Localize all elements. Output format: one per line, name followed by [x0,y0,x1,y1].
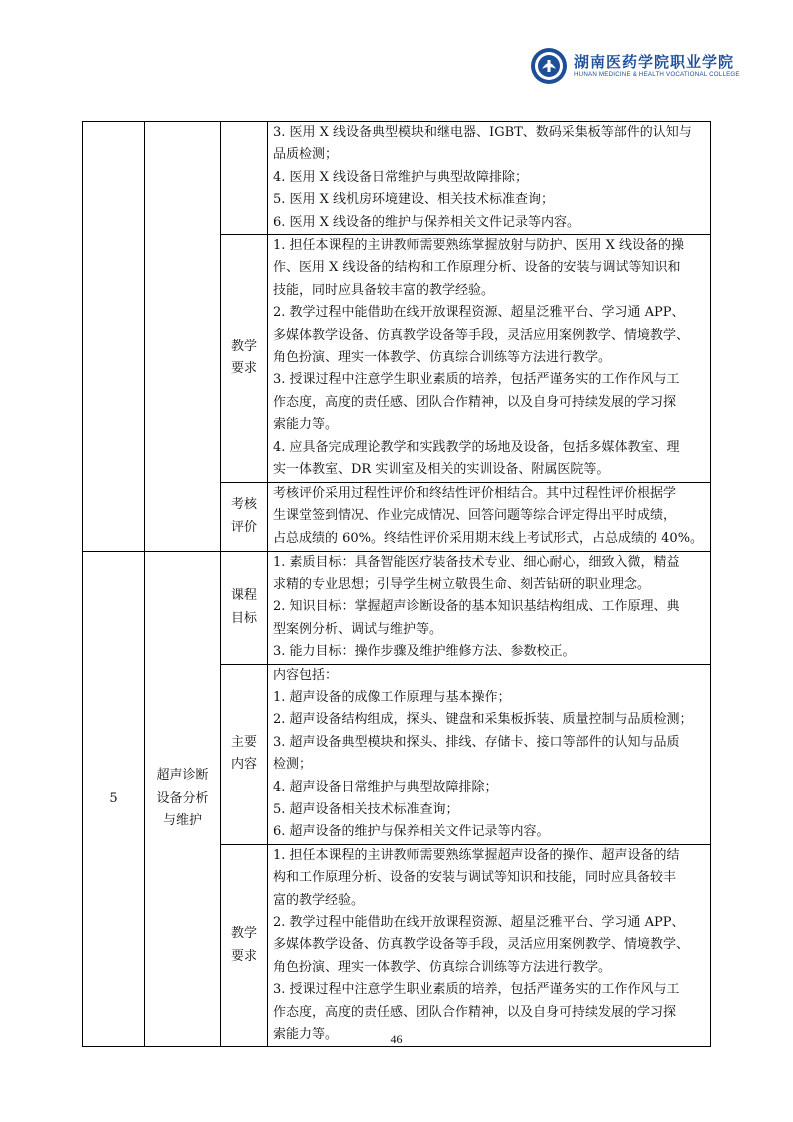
text-line: 3. 能力目标：操作步骤及维护维修方法、参数校正。 [273,644,576,660]
text-line: 技能，同时应具备较丰富的教学经验。 [273,282,495,298]
college-emblem-icon [530,47,568,85]
text-line: 角色扮演、理实一体教学、仿真综合训练等方法进行教学。 [273,350,612,366]
course-number-cell [83,122,145,552]
text-line: 2. 教学过程中能借助在线开放课程资源、超星泛雅平台、学习通 APP、 [273,305,685,321]
category-label-cell [221,122,268,235]
text-line: 索能力等。 [273,417,339,433]
text-line: 作态度，高度的责任感、团队合作精神，以及自身可持续发展的学习探 [273,1004,677,1020]
category-label-cell [221,482,268,551]
text-line: 2. 知识目标：掌握超声诊断设备的基本知识基结构组成、工作原理、典 [273,599,680,615]
category-label-cell [221,235,268,482]
text-line: 作、医用 X 线设备的结构和工作原理分析、设备的安装与调试等知识和 [273,260,681,276]
curriculum-table [82,121,711,1047]
text-line: 富的教学经验。 [273,892,365,908]
assessment-label: 考核 [230,497,257,513]
assessment-cell [268,482,711,551]
text-line: 3. 授课过程中注意学生职业素质的培养，包括严谨务实的工作作风与工 [273,982,680,998]
category-label-cell [221,664,268,844]
text-line: 4. 医用 X 线设备日常维护与典型故障排除； [273,169,529,185]
text-line: 索能力等。 [273,1027,339,1043]
teaching-requirements-cell [268,235,711,482]
table-row [83,122,711,235]
text-line: 角色扮演、理实一体教学、仿真综合训练等方法进行教学。 [273,959,612,975]
text-line: 多媒体教学设备、仿真教学设备等手段，灵活应用案例教学、情境教学、 [273,327,690,343]
teaching-label: 教学 [230,338,257,354]
text-line: 生课堂签到情况、作业完成情况、回答问题等综合评定得出平时成绩， [273,508,677,524]
content-label: 内容 [230,757,257,773]
text-line: 多媒体教学设备、仿真教学设备等手段，灵活应用案例教学、情境教学、 [273,937,690,953]
text-line: 6. 超声设备的维护与保养相关文件记录等内容。 [273,824,550,840]
teaching-label: 教学 [230,926,257,942]
college-name-en: HUNAN MEDICINE & HEALTH VOCATIONAL COLLEGE [574,71,740,78]
category-label-cell [221,551,268,664]
text-line: 4. 应具备完成理论教学和实践教学的场地及设备，包括多媒体教室、理 [273,439,680,455]
teaching-label: 要求 [230,361,257,377]
text-line: 4. 超声设备日常维护与典型故障排除； [273,779,498,795]
course-name-line: 与维护 [162,813,202,829]
course-goals-cell [268,551,711,664]
text-line: 型案例分析、调试与维护等。 [273,621,443,637]
course-name-cell [145,122,221,552]
text-line: 6. 医用 X 线设备的维护与保养相关文件记录等内容。 [273,214,581,230]
text-line: 考核评价采用过程性评价和终结性评价相结合。其中过程性评价根据学 [273,485,677,501]
text-line: 1. 担任本课程的主讲教师需要熟练掌握超声设备的操作、超声设备的结 [273,847,680,863]
text-line: 求精的专业思想；引导学生树立敬畏生命、刻苦钻研的职业理念。 [273,576,651,592]
text-line: 2. 超声设备结构组成，探头、键盘和采集板拆装、质量控制与品质检测； [273,712,693,728]
table-row [83,551,711,664]
text-line: 3. 授课过程中注意学生职业素质的培养，包括严谨务实的工作作风与工 [273,372,680,388]
teaching-requirements-cell [268,844,711,1047]
text-line: 检测； [273,757,313,773]
text-line: 品质检测； [273,147,339,163]
text-line: 内容包括： [273,667,339,683]
text-line: 作态度，高度的责任感、团队合作精神，以及自身可持续发展的学习探 [273,394,677,410]
text-line: 2. 教学过程中能借助在线开放课程资源、超星泛雅平台、学习通 APP、 [273,915,685,930]
teaching-label: 要求 [230,948,257,964]
text-line: 1. 担任本课程的主讲教师需要熟练掌握放射与防护、医用 X 线设备的操 [273,238,685,254]
course-name-line: 设备分析 [156,790,209,806]
text-line: 5. 超声设备相关技术标准查询； [273,801,459,817]
goal-label: 课程 [230,588,257,604]
course-name-line: 超声诊断 [156,768,209,784]
goal-label: 目标 [230,610,257,626]
text-line: 3. 超声设备典型模块和探头、排线、存储卡、接口等部件的认知与品质 [273,734,680,750]
assessment-label: 评价 [230,519,257,535]
text-line: 1. 超声设备的成像工作原理与基本操作； [273,689,511,705]
category-label-cell [221,844,268,1047]
content-label: 主要 [230,734,257,750]
text-line: 实一体教室、DR 实训室及相关的实训设备、附属医院等。 [273,462,610,478]
course-name-cell [145,551,221,1047]
course-number-cell: 5 [83,551,145,1047]
text-line: 1. 素质目标：具备智能医疗装备技术专业、细心耐心，细致入微，精益 [273,554,680,570]
text-line: 5. 医用 X 线机房环境建设、相关技术标准查询； [273,192,555,208]
main-content-cell [268,664,711,844]
college-logo [530,47,740,85]
text-line: 3. 医用 X 线设备典型模块和继电器、IGBT、数码采集板等部件的认知与 [273,125,692,140]
text-line: 占总成绩的 60%。终结性评价采用期末线上考试形式，占总成绩的 40%。 [273,530,704,546]
main-content-cell [268,122,711,235]
text-line: 构和工作原理分析、设备的安装与调试等知识和技能，同时应具备较丰 [273,870,677,886]
college-name-cn: 湖南医药学院职业学院 [574,53,735,71]
page-number: 46 [390,1032,403,1046]
